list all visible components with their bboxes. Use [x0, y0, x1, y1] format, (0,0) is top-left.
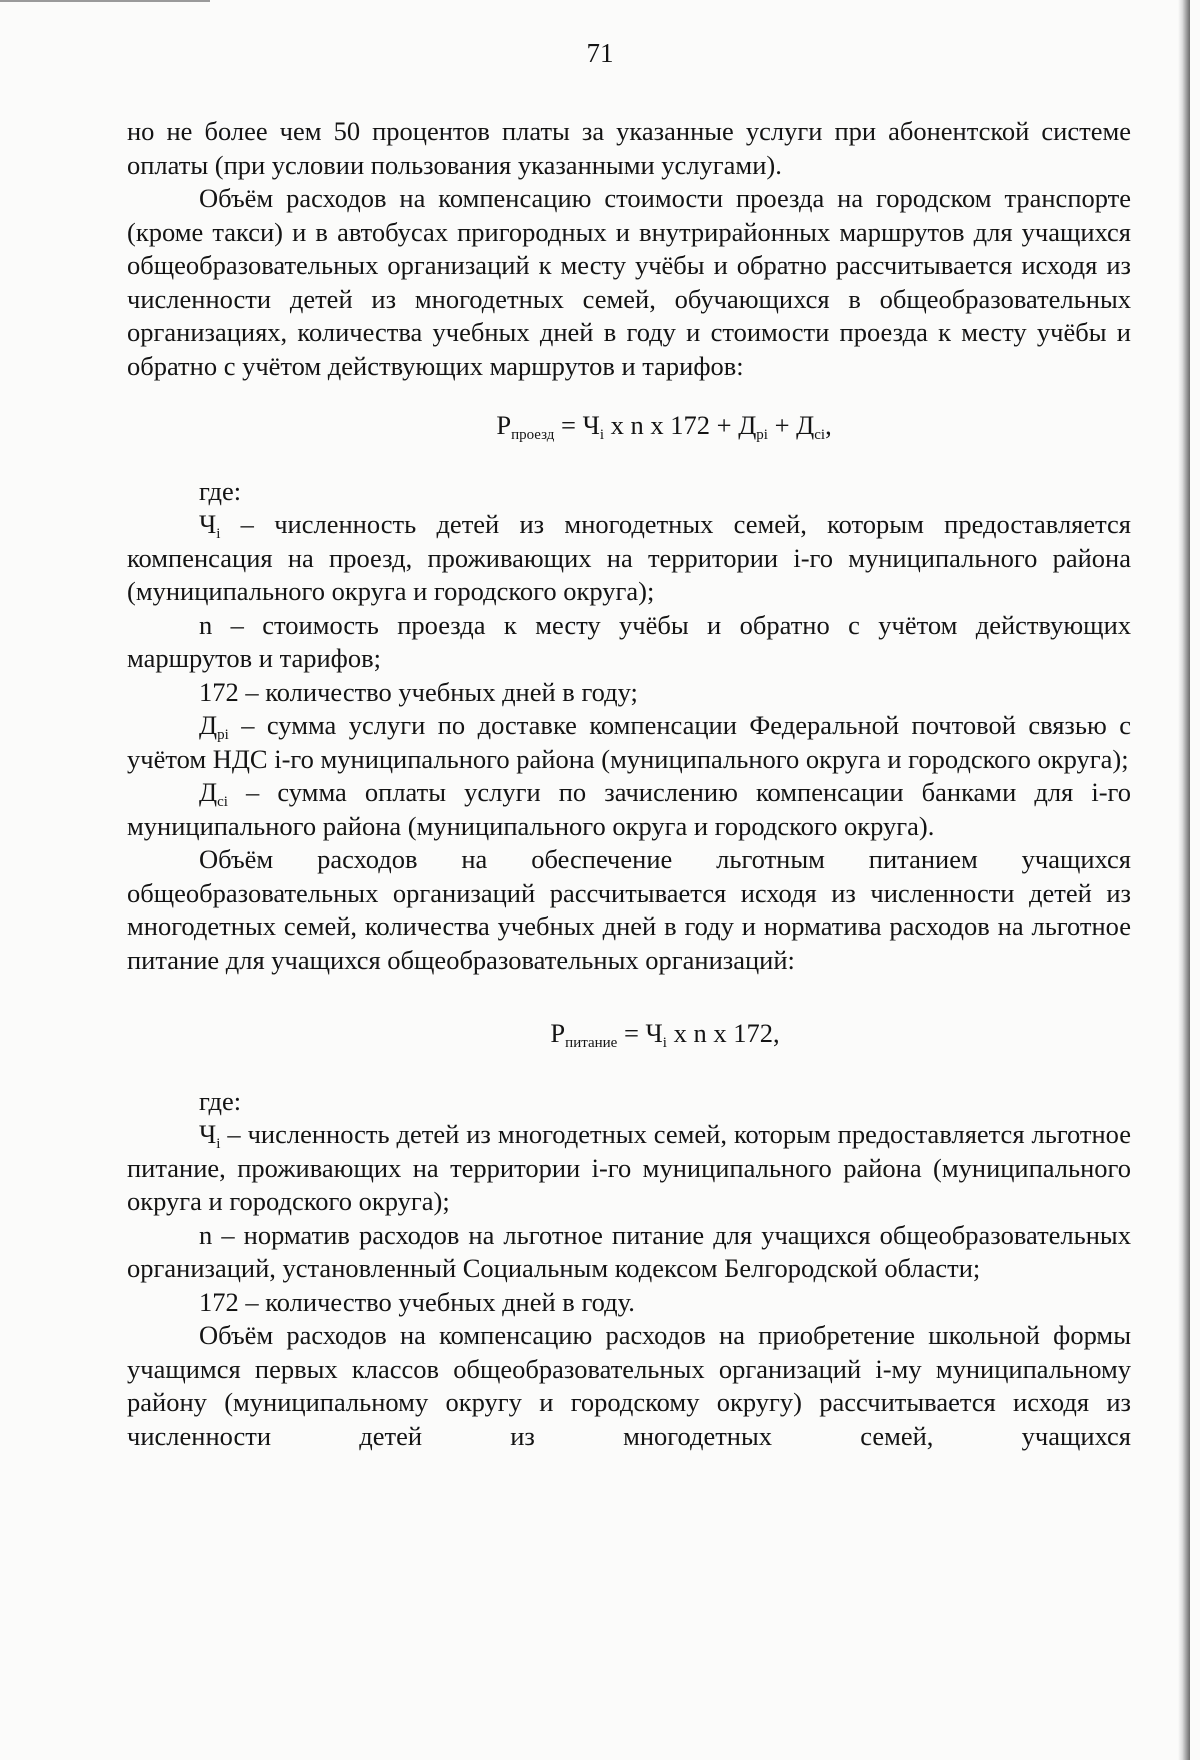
definition-ch-travel	[127, 508, 1131, 609]
formula-travel-sub-ci: ci	[814, 427, 826, 443]
formula-travel	[127, 409, 1131, 443]
symbol-d-pi-sub: pi	[217, 727, 229, 743]
definition-dc	[127, 776, 1131, 843]
definition-ch-meals	[127, 1118, 1131, 1219]
where-label-2: где:	[199, 1085, 242, 1116]
formula-meals-part2: х n х 172,	[666, 1018, 780, 1048]
formula-travel-lhs-sub: проезд	[511, 427, 555, 443]
paragraph-meal-costs: Объём расходов на обеспечение льготным питанием учащихся общеобразовательных организаций рассчитывается исходя из численности детей из многодетных семей, количества учебных дней в году и норматива расходов на льготное питание для учащихся общеобразовательных организаций:	[127, 844, 1131, 975]
symbol-ch: Ч	[199, 509, 217, 539]
symbol-ch-2: Ч	[199, 1119, 217, 1149]
definition-ch-text: – численность детей из многодетных семей, которым предоставляется компенсация на проезд, проживающих на территории i-го муниципального района (муниципального округа и городского округа);	[127, 509, 1131, 606]
formula-meals-lhs-sub: питание	[565, 1035, 618, 1051]
definition-dc-text: – сумма оплаты услуги по зачислению компенсации банками для i-го муниципального района (муниципального округа и городского округа).	[127, 777, 1131, 841]
definition-n-travel: n – стоимость проезда к месту учёбы и обратно с учётом действующих маршрутов и тарифов;	[127, 609, 1131, 673]
definition-n-meals: n – норматив расходов на льготное питание для учащихся общеобразовательных организаций, установленный Социальным кодексом Белгородской области;	[127, 1219, 1131, 1283]
definition-ch-meals-text: – численность детей из многодетных семей, которым предоставляется льготное питание, проживающих на территории i-го муниципального района (муниципального округа и городского округа);	[127, 1119, 1131, 1216]
formula-travel-sub-i: i	[599, 427, 604, 443]
symbol-ch-sub: i	[216, 526, 221, 542]
paragraph-uniform-costs: Объём расходов на компенсацию расходов на приобретение школьной формы учащимся первых классов общеобразовательных организаций i-му муниципальному району (муниципальному округу и городскому округу) рассчитывается исходя из численности детей из многодетных семей, учащихся	[127, 1320, 1131, 1451]
symbol-d-ci: Д	[199, 777, 218, 807]
where-label-1: где:	[199, 475, 242, 506]
formula-travel-part1: = Ч	[554, 410, 600, 440]
definition-172-meals: 172 – количество учебных дней в году.	[199, 1286, 635, 1317]
definition-172-travel: 172 – количество учебных дней в году;	[199, 676, 638, 707]
definition-dp	[127, 709, 1131, 776]
formula-meals-sub-i: i	[662, 1035, 667, 1051]
formula-travel-sub-pi: pi	[756, 427, 768, 443]
paragraph-continuation: но не более чем 50 процентов платы за указанные услуги при абонентской системе оплаты (при условии пользования указанными услугами).	[127, 116, 1131, 180]
page-number: 71	[586, 38, 614, 68]
scan-edge-top	[0, 0, 210, 2]
paragraph-travel-costs: Объём расходов на компенсацию стоимости проезда на городском транспорте (кроме такси) и в автобусах пригородных и внутрирайонных маршрутов для учащихся общеобразовательных организаций к месту учёбы и обратно рассчитывается исходя из численности детей из многодетных семей, обучающихся в общеобразовательных организациях, количества учебных дней в году и стоимости проезда к месту учёбы и обратно с учётом действующих маршрутов и тарифов:	[127, 183, 1131, 381]
symbol-d-ci-sub: ci	[217, 794, 228, 810]
formula-travel-lhs: Р	[496, 410, 512, 440]
symbol-d-pi: Д	[199, 710, 218, 740]
formula-meals-part1: = Ч	[617, 1018, 663, 1048]
scan-edge-right	[1178, 0, 1190, 1760]
formula-meals	[127, 1017, 1131, 1051]
document-body	[127, 115, 1131, 1453]
formula-travel-tail: ,	[825, 410, 832, 440]
definition-dp-text: – сумма услуги по доставке компенсации Федеральной почтовой связью с учётом НДС i-го муниципального района (муниципального округа и городского округа);	[127, 710, 1131, 774]
formula-travel-part3: + Д	[767, 410, 815, 440]
symbol-ch-2-sub: i	[216, 1136, 221, 1152]
formula-travel-part2: х n х 172 + Д	[604, 410, 757, 440]
formula-meals-lhs: Р	[550, 1018, 566, 1048]
